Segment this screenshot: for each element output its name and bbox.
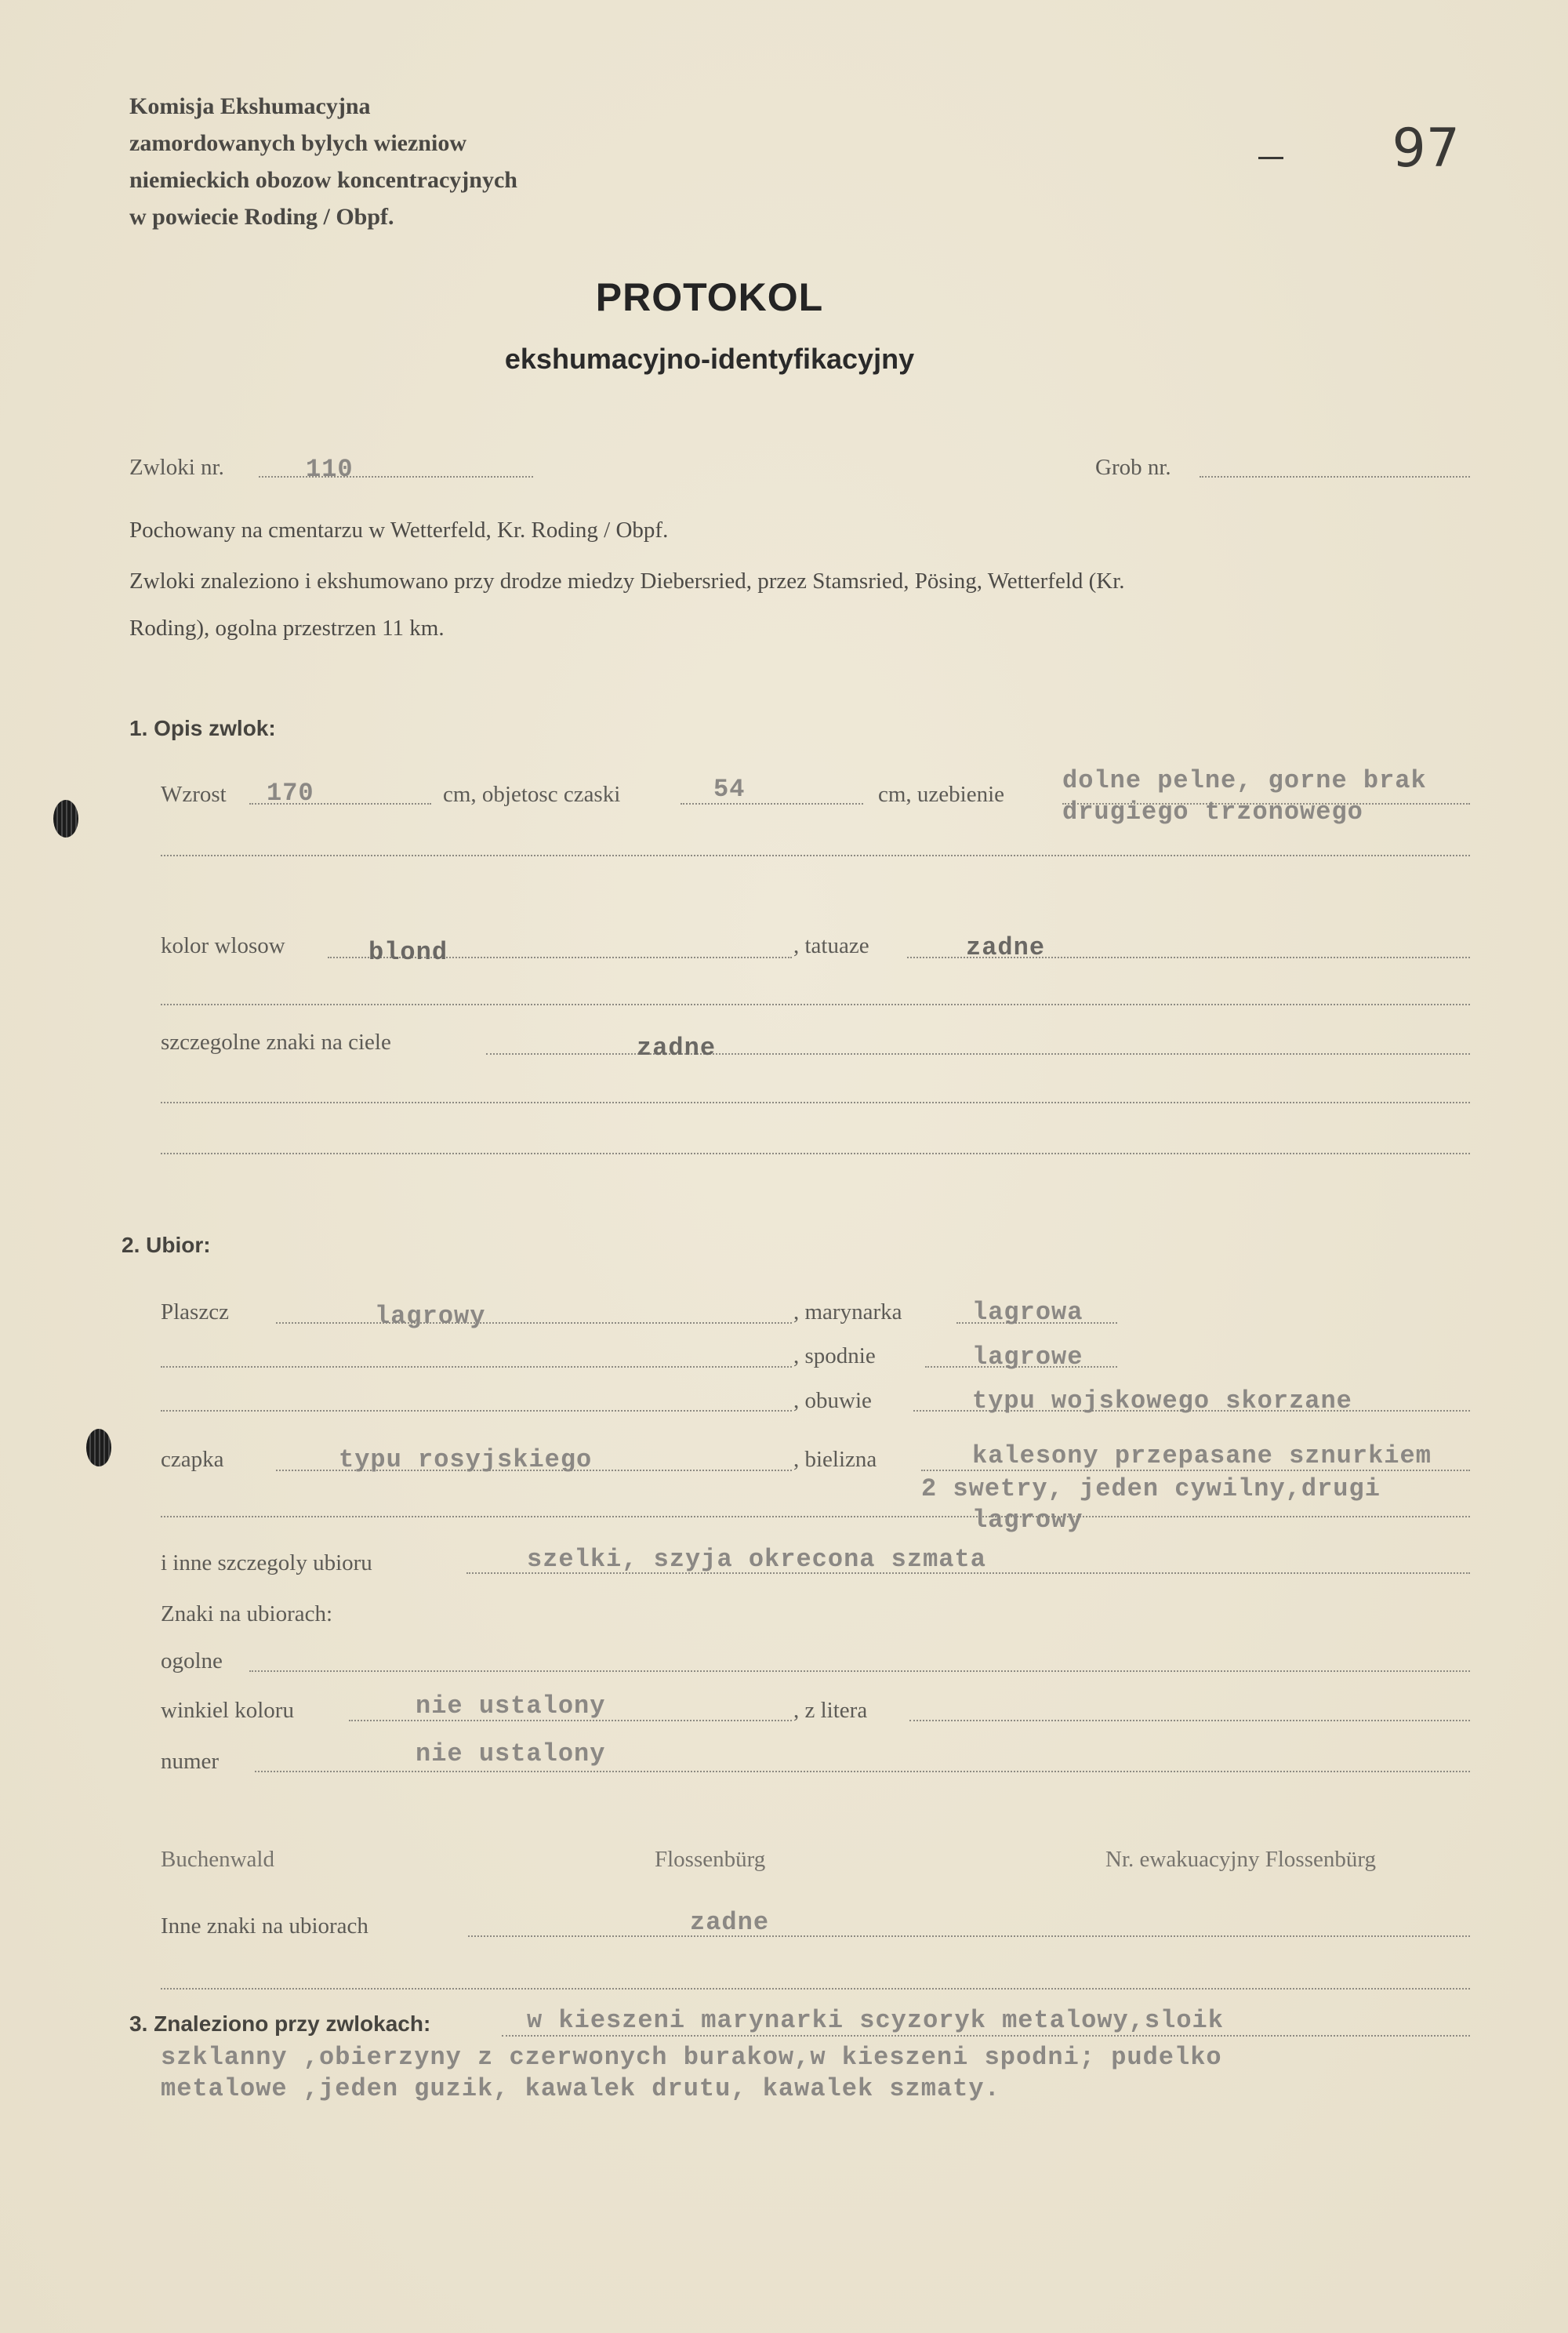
znaki-value: zadne <box>637 1034 717 1063</box>
camp-flossenburg: Flossenbürg <box>655 1847 766 1872</box>
czapka-label: czapka <box>161 1447 224 1472</box>
plaszcz-label: Plaszcz <box>161 1299 229 1325</box>
wzrost-value: 170 <box>267 779 314 808</box>
wzrost-label: Wzrost <box>161 782 227 807</box>
bielizna-line-1: kalesony przepasane sznurkiem <box>972 1441 1432 1470</box>
bielizna-label: , bielizna <box>793 1447 877 1472</box>
wlosy-value: blond <box>368 938 448 967</box>
found-line-1: w kieszeni marynarki scyzoryk metalowy,sloik <box>527 2006 1224 2035</box>
winkiel-value: nie ustalony <box>416 1692 606 1721</box>
marynarka-value: lagrowa <box>972 1298 1083 1327</box>
header-line-3: niemieckich obozow koncentracyjnych <box>129 167 517 193</box>
header-line-4: w powiecie Roding / Obpf. <box>129 204 394 230</box>
spodnie-value: lagrowe <box>972 1343 1083 1372</box>
section-1-heading: 1. Opis zwlok: <box>129 716 276 740</box>
uzebienie-line-1: dolne pelne, gorne brak <box>1062 766 1427 795</box>
inne-znaki-label: Inne znaki na ubiorach <box>161 1913 368 1939</box>
zwloki-value: 110 <box>306 455 354 484</box>
camp-evacuation-number: Nr. ewakuacyjny Flossenbürg <box>1105 1847 1376 1872</box>
zwloki-label: Zwloki nr. <box>129 455 224 480</box>
inne-value: szelki, szyja okrecona szmata <box>527 1545 986 1574</box>
winkiel-label: winkiel koloru <box>161 1698 294 1723</box>
header-line-2: zamordowanych bylych wiezniow <box>129 130 466 156</box>
intro-line-3: Roding), ogolna przestrzen 11 km. <box>129 616 445 641</box>
uzebienie-label: cm, uzebienie <box>878 782 1005 807</box>
inne-label: i inne szczegoly ubioru <box>161 1550 372 1575</box>
wlosy-label: kolor wlosow <box>161 933 285 958</box>
numer-value: nie ustalony <box>416 1739 606 1768</box>
uzebienie-line-2: drugiego trzonowego <box>1062 798 1363 827</box>
marynarka-label: , marynarka <box>793 1299 902 1325</box>
section-2-heading: 2. Ubior: <box>122 1233 211 1257</box>
found-line-2: szklanny ,obierzyny z czerwonych burakow,w kieszeni spodni; pudelko <box>161 2043 1222 2072</box>
grob-label: Grob nr. <box>1095 455 1171 480</box>
numer-label: numer <box>161 1749 220 1774</box>
tatuaze-value: zadne <box>966 933 1046 962</box>
header-line-1: Komisja Ekshumacyjna <box>129 93 371 119</box>
page-number: 97 <box>1392 118 1460 180</box>
found-line-3: metalowe ,jeden guzik, kawalek drutu, kawalek szmaty. <box>161 2074 1000 2103</box>
camp-buchenwald: Buchenwald <box>161 1847 274 1872</box>
obuwie-value: typu wojskowego skorzane <box>972 1386 1352 1415</box>
obuwie-label: , obuwie <box>793 1388 872 1413</box>
document-title: PROTOKOL <box>595 275 824 319</box>
znaki-label: szczegolne znaki na ciele <box>161 1030 391 1055</box>
tatuaze-label: , tatuaze <box>793 933 869 958</box>
punch-hole-bottom <box>86 1429 111 1466</box>
spodnie-label: , spodnie <box>793 1343 876 1368</box>
document-subtitle: ekshumacyjno-identyfikacyjny <box>504 343 915 375</box>
czapka-value: typu rosyjskiego <box>339 1445 593 1474</box>
bielizna-line-3: lagrowy <box>972 1506 1083 1535</box>
czaszka-value: 54 <box>713 775 746 804</box>
bielizna-line-2: 2 swetry, jeden cywilny,drugi <box>921 1474 1381 1503</box>
page-number-dash <box>1258 157 1283 159</box>
commission-header <box>129 88 517 235</box>
plaszcz-value: lagrowy <box>375 1302 486 1331</box>
inne-znaki-value: zadne <box>690 1908 770 1937</box>
section-3-heading: 3. Znaleziono przy zwlokach: <box>129 2011 431 2036</box>
intro-line-2: Zwloki znaleziono i ekshumowano przy drodze miedzy Diebersried, przez Stamsried, Pösing, Wetterfeld (Kr. <box>129 569 1125 594</box>
intro-line-1: Pochowany na cmentarzu w Wetterfeld, Kr. Roding / Obpf. <box>129 518 669 543</box>
punch-hole-top <box>53 800 78 838</box>
wzrost-unit: cm, objetosc czaski <box>443 782 621 807</box>
znaki-ubior-label: Znaki na ubiorach: <box>161 1601 333 1626</box>
litera-label: , z litera <box>793 1698 868 1723</box>
ogolne-label: ogolne <box>161 1648 223 1673</box>
